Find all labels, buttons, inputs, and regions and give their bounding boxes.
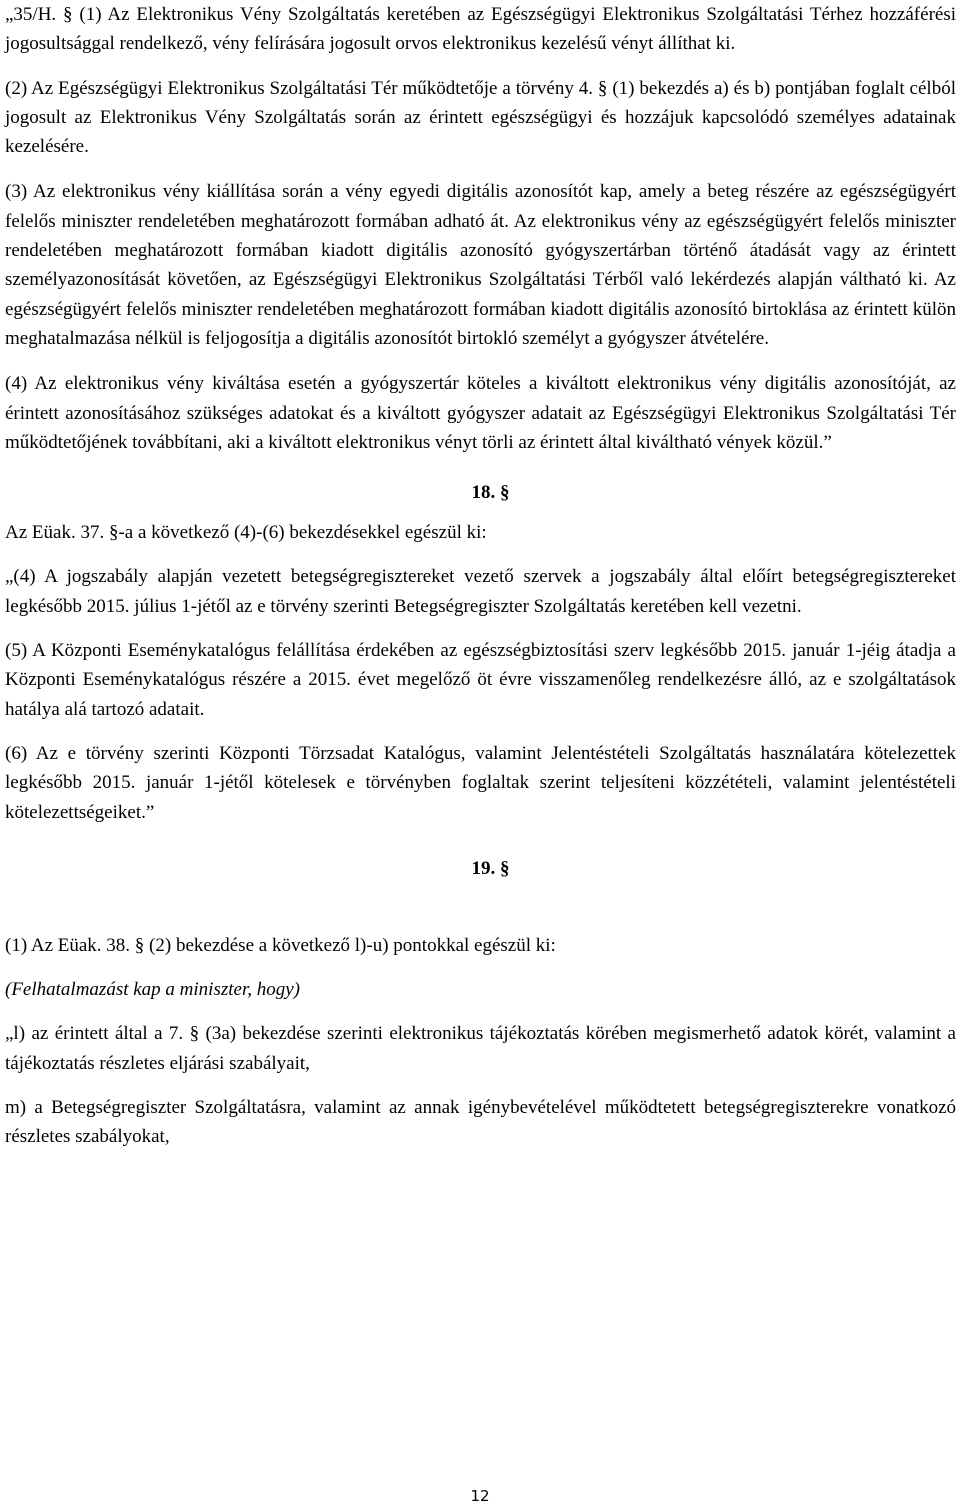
- section-heading-19: 19. §: [471, 857, 510, 879]
- section-18-paragraph-4: „(4) A jogszabály alapján vezetett betegségregisztereket vezető szervek a jogszabály által előírt betegségregisztereket legkésőbb 2015. július 1-jétől az e törvény szerinti Betegségregiszter Szolgáltatás keretében kell vezetni.: [5, 566, 956, 617]
- document-page: [5, 0, 956, 1152]
- section-18-intro: Az Eüak. 37. §-a a következő (4)-(6) bekezdésekkel egészül ki:: [5, 522, 487, 544]
- section-19-point-m: m) a Betegségregiszter Szolgáltatásra, valamint az annak igénybevételével működtetett betegségregiszterekre vonatkozó részletes szabályokat,: [5, 1097, 956, 1148]
- paragraph-35h-4: (4) Az elektronikus vény kiváltása esetén a gyógyszertár köteles a kiváltott elektronikus vény digitális azonosítóját, az érintett azonosításához szükséges adatokat és a kiváltott gyógyszer adatait az Egészségügyi Elektronikus Szolgáltatási Tér működtetőjének továbbítani, aki a kiváltott elektronikus vényt törli az érintett által kiváltható vények közül.”: [5, 373, 956, 453]
- section-19-point-l: „l) az érintett által a 7. § (3a) bekezdése szerinti elektronikus tájékoztatás körében megismerhető adatok körét, valamint a tájékoztatás részletes eljárási szabályait,: [5, 1023, 956, 1074]
- section-18-paragraph-6: (6) Az e törvény szerinti Központi Törzsadat Katalógus, valamint Jelentéstételi Szolgáltatás használatára kötelezettek legkésőbb 2015. január 1-jétől kötelesek e törvényben foglaltak szerint teljesíteni közzétételi, valamint jelentéstételi kötelezettségeiket.”: [5, 742, 956, 823]
- paragraph-35h-3: (3) Az elektronikus vény kiállítása során a vény egyedi digitális azonosítót kap, amely a beteg részére az egészségügyért felelős miniszter rendeletében meghatározott formában adható át. Az elektronikus vény az egészségügyért felelős miniszter rendeletében meghatározott formában kiadott digitális azonosító gyógyszertárban történő átadását vagy az érintett személyazonosítását követően, az Egészségügyi Elektronikus Szolgáltatási Térből való lekérdezés alapján váltható ki. Az egészségügyért felelős miniszter rendeletében meghatározott formában kiadott digitális azonosító birtoklása az érintett külön meghatalmazása nélkül is feljogosítja a digitális azonosítót birtokló személyt a gyógyszer átvételére.: [5, 181, 956, 349]
- section-19-italic-note: (Felhatalmazást kap a miniszter, hogy): [5, 979, 301, 1001]
- paragraph-35h-2: (2) Az Egészségügyi Elektronikus Szolgáltatási Tér működtetője a törvény 4. § (1) bekezdés a) és b) pontjában foglalt célból jogosult az Elektronikus Vény Szolgáltatás során az érintett egészségügyi és hozzájuk kapcsolódó személyes adatainak kezelésére.: [5, 77, 956, 158]
- section-heading-18: 18. §: [471, 482, 510, 504]
- section-19-intro: (1) Az Eüak. 38. § (2) bekezdése a következő l)-u) pontokkal egészül ki:: [5, 934, 556, 956]
- section-18-paragraph-5: (5) A Központi Eseménykatalógus felállítása érdekében az egészségbiztosítási szerv legkésőbb 2015. január 1-jéig átadja a Központi Eseménykatalógus részére a 2015. évet megelőző öt évre visszamenőleg rendelkezésre álló, az e szolgáltatások hatálya alá tartozó adatait.: [5, 640, 956, 720]
- page-number: 12: [470, 1487, 490, 1505]
- paragraph-35h-1: „35/H. § (1) Az Elektronikus Vény Szolgáltatás keretében az Egészségügyi Elektronikus Szolgáltatási Térhez hozzáférési jogosultsággal rendelkező, vény felírására jogosult orvos elektronikus kezelésű vényt állíthat ki.: [5, 4, 956, 55]
